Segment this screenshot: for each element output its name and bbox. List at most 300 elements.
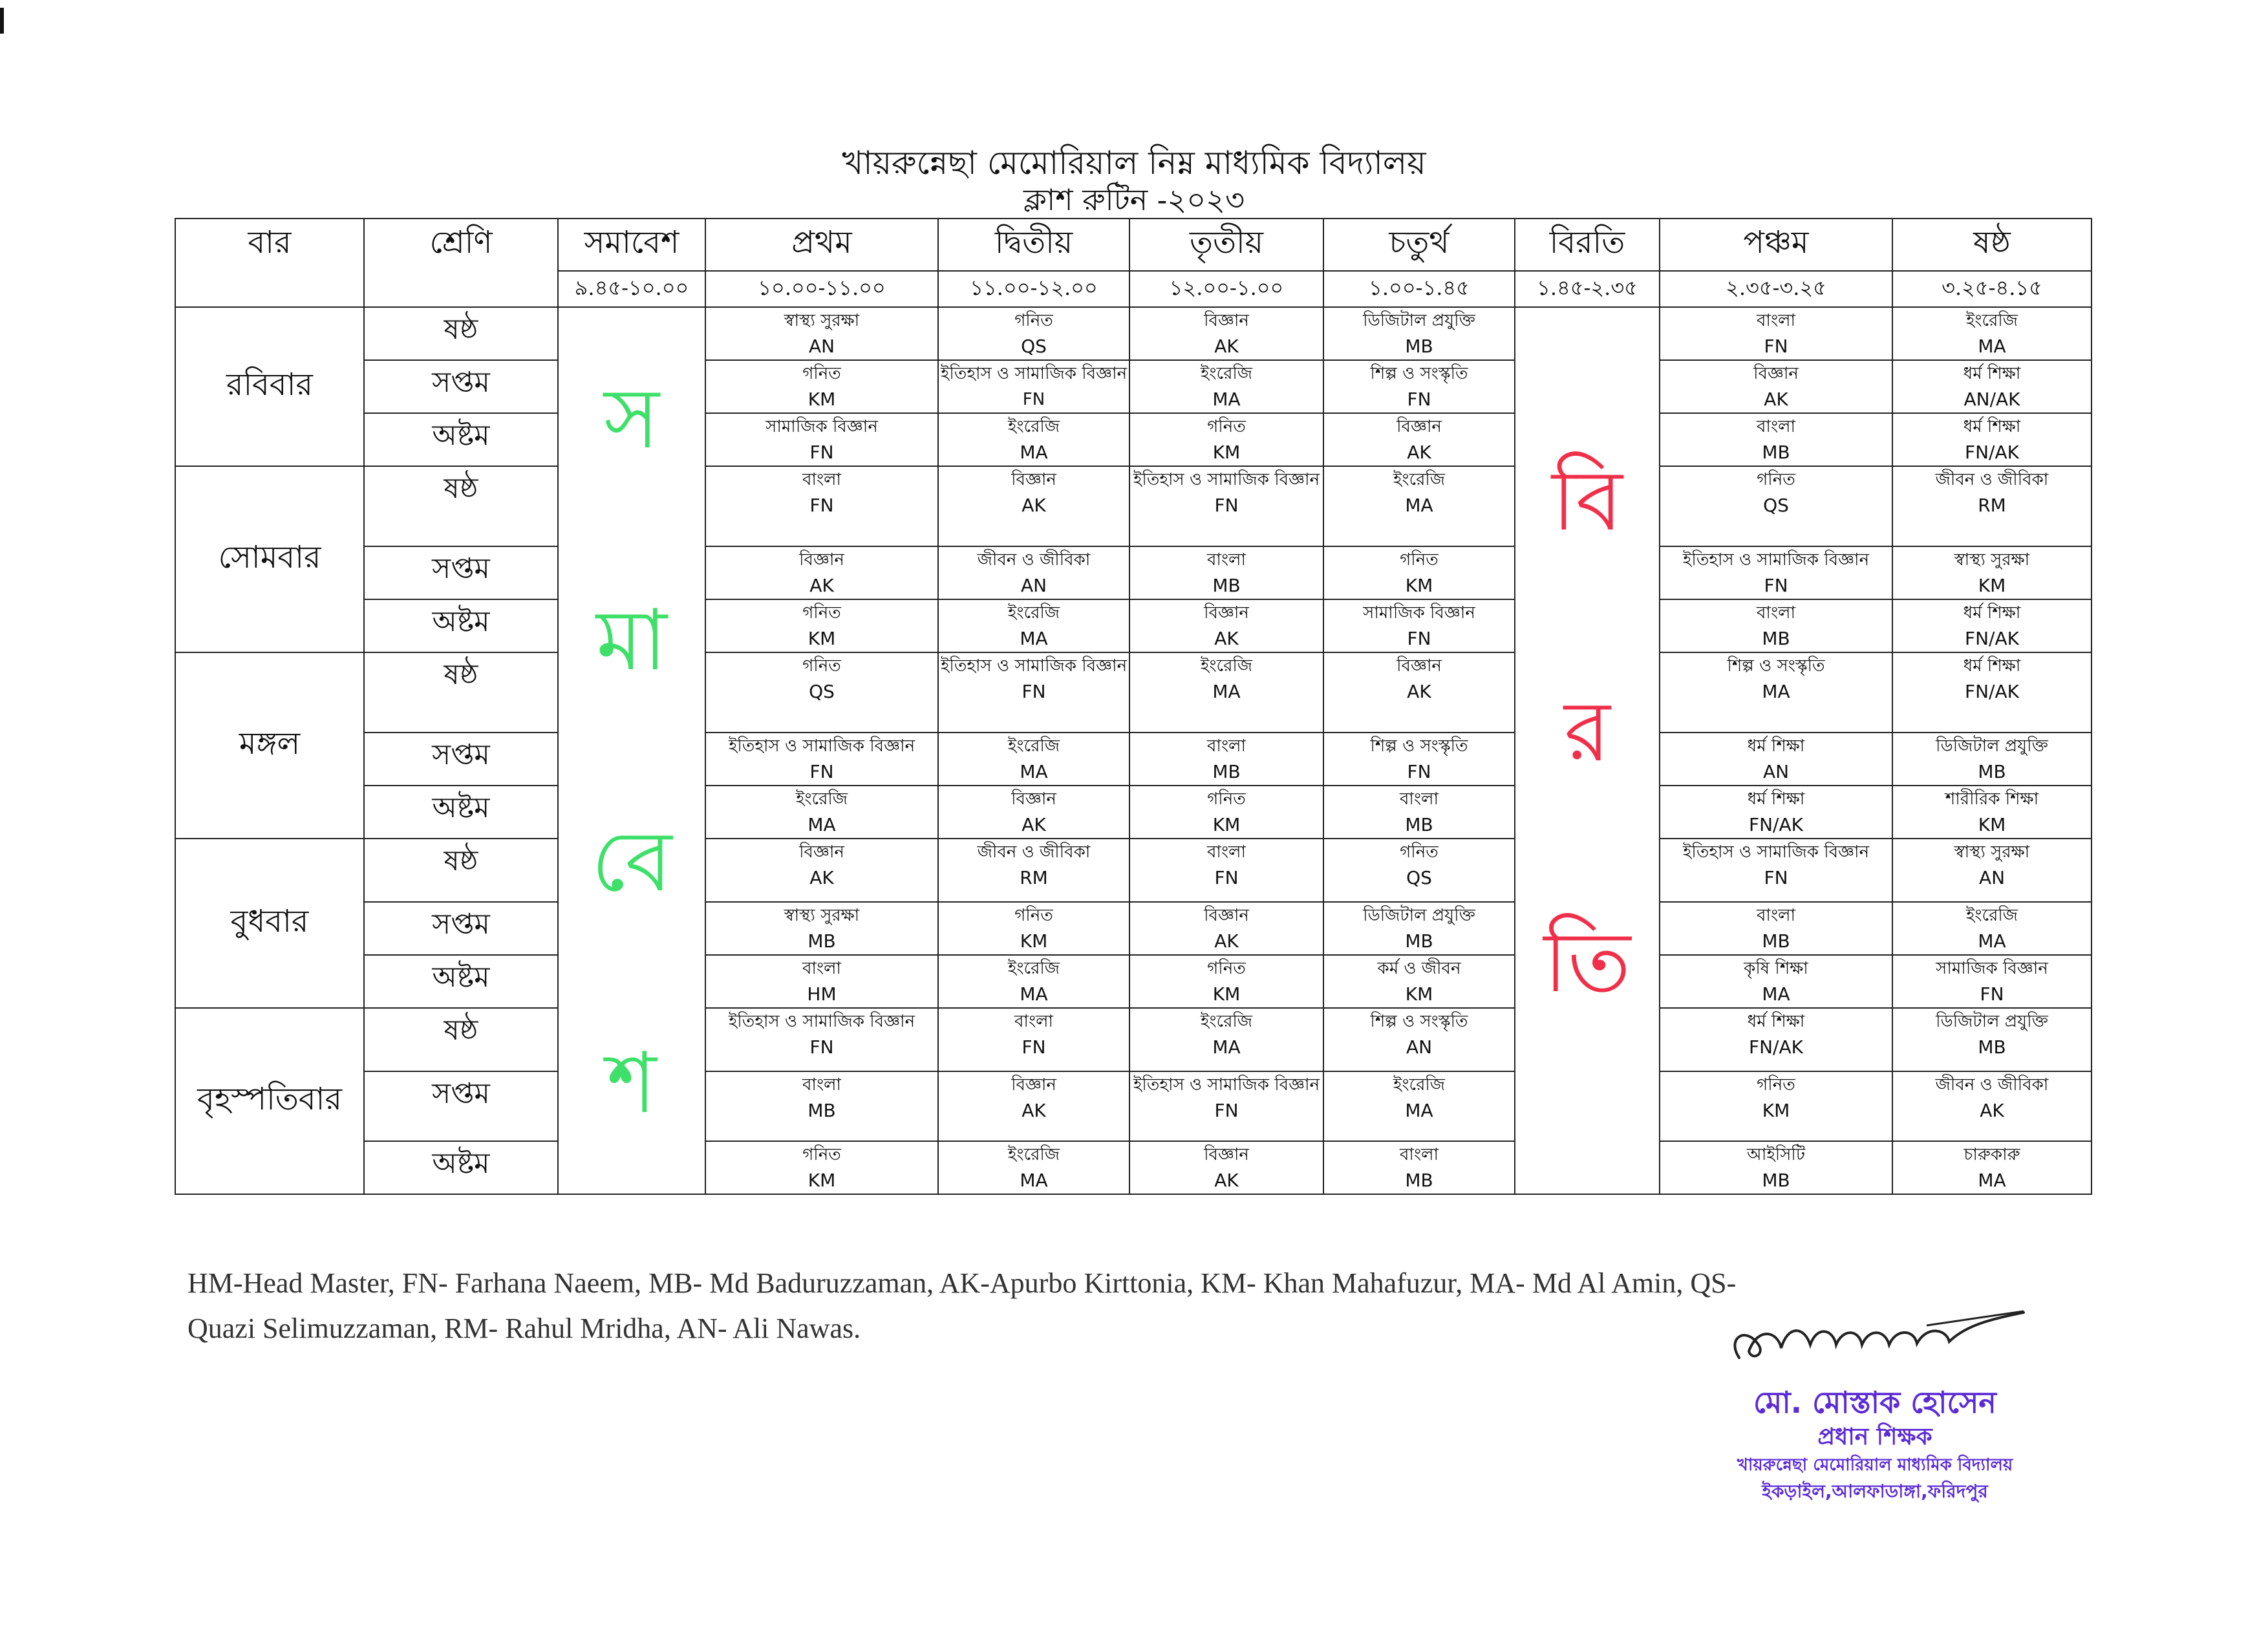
period-cell xyxy=(1892,1008,2091,1071)
period-time: ১০.০০-১১.০০ xyxy=(705,271,938,307)
period-cell xyxy=(1129,839,1323,902)
period-cell xyxy=(938,1008,1129,1071)
subject-name: ধর্ম শিক্ষা xyxy=(1963,364,2021,383)
teacher-code: KM xyxy=(1020,930,1048,952)
teacher-code: MB xyxy=(1212,575,1241,596)
period-cell xyxy=(1129,733,1323,786)
signature-icon xyxy=(1720,1300,2043,1384)
subject-name: স্বাস্থ্য সুরক্ষা xyxy=(784,311,860,330)
subject-name: গনিত xyxy=(1014,906,1053,925)
period-cell xyxy=(1660,413,1892,466)
day-name: সোমবার xyxy=(175,466,364,652)
period-cell xyxy=(705,955,938,1008)
period-time: ৯.৪৫-১০.০০ xyxy=(558,271,705,307)
period-cell xyxy=(1323,786,1515,839)
teacher-code: MA xyxy=(1020,983,1048,1005)
teacher-code: AK xyxy=(809,867,834,888)
period-cell xyxy=(1129,1141,1323,1194)
break-column xyxy=(1515,307,1660,1194)
class-name: ষষ্ঠ xyxy=(364,839,558,902)
period-time: ২.৩৫-৩.২৫ xyxy=(1660,271,1892,307)
teacher-code: AN xyxy=(1762,761,1790,782)
subject-name: ইতিহাস ও সামাজিক বিজ্ঞান FN xyxy=(940,364,1128,409)
subject-name: ধর্ম শিক্ষা xyxy=(1963,656,2021,676)
subject-name: ইতিহাস ও সামাজিক বিজ্ঞান xyxy=(940,656,1128,676)
break-letter: র xyxy=(1564,681,1610,780)
subject-name: ইংরেজি xyxy=(1200,364,1253,383)
class-name: ষষ্ঠ xyxy=(364,652,558,733)
subject-name: কৃষি শিক্ষা xyxy=(1744,959,1808,978)
subject-name: ইংরেজি xyxy=(1007,959,1060,978)
teacher-code: MA xyxy=(1762,681,1790,702)
period-cell xyxy=(1892,413,2091,466)
teacher-code: AK xyxy=(1980,1100,2004,1121)
teacher-code: KM xyxy=(1978,575,2006,596)
period-cell xyxy=(1323,955,1515,1008)
period-cell xyxy=(705,546,938,599)
teacher-code: KM xyxy=(1978,814,2006,835)
column-header: তৃতীয় xyxy=(1129,219,1323,271)
subject-name: বিজ্ঞান xyxy=(1204,906,1249,925)
subject-name: ইতিহাস ও সামাজিক বিজ্ঞান xyxy=(1682,842,1870,862)
class-name: ষষ্ঠ xyxy=(364,1008,558,1071)
subject-name: ইতিহাস ও সামাজিক বিজ্ঞান xyxy=(728,736,915,756)
teacher-code: MB xyxy=(808,1100,836,1121)
period-cell xyxy=(1129,786,1323,839)
assembly-letter: বে xyxy=(591,812,672,911)
period-cell xyxy=(705,652,938,733)
teacher-code: QS xyxy=(1406,867,1432,888)
period-cell xyxy=(705,307,938,360)
table-row xyxy=(175,839,2091,902)
subject-name: ইংরেজি xyxy=(1393,470,1446,489)
teacher-code: FN/AK xyxy=(1965,442,2019,463)
teacher-code: AK xyxy=(1407,681,1431,702)
subject-name: ইংরেজি xyxy=(1007,603,1060,623)
subject-name: বাংলা xyxy=(1399,1145,1439,1164)
period-cell xyxy=(1323,413,1515,466)
period-cell xyxy=(705,1071,938,1141)
subject-name: বাংলা xyxy=(802,470,842,489)
subject-name: গনিত xyxy=(1207,789,1246,809)
subject-name: বিজ্ঞান xyxy=(1011,789,1056,809)
subject-name: ধর্ম শিক্ষা xyxy=(1747,736,1805,756)
assembly-letter: শ xyxy=(606,1033,657,1132)
subject-name: গনিত xyxy=(802,603,841,623)
teacher-code: AK xyxy=(809,575,834,596)
period-cell xyxy=(705,466,938,546)
subject-name: ইংরেজি xyxy=(795,789,848,809)
teacher-code: FN xyxy=(1407,389,1431,410)
subject-name: বাংলা xyxy=(1206,842,1246,862)
period-cell xyxy=(1660,546,1892,599)
teacher-code: FN/AK xyxy=(1749,1036,1803,1058)
subject-name: ইতিহাস ও সামাজিক বিজ্ঞান xyxy=(1133,1075,1320,1095)
period-cell xyxy=(705,902,938,955)
teacher-code: MA xyxy=(1978,930,2006,952)
day-name: বুধবার xyxy=(175,839,364,1008)
period-cell xyxy=(705,1008,938,1071)
period-cell xyxy=(1892,360,2091,413)
subject-name: বাংলা xyxy=(1206,550,1246,570)
subject-name: ডিজিটাল প্রযুক্তি xyxy=(1936,736,2048,756)
subject-name: শিল্প ও সংস্কৃতি xyxy=(1370,736,1468,756)
table-row xyxy=(175,413,2091,466)
period-cell xyxy=(705,786,938,839)
subject-name: ইতিহাস ও সামাজিক বিজ্ঞান xyxy=(728,1012,915,1031)
teacher-code: KM xyxy=(1762,1100,1790,1121)
subject-name: শিল্প ও সংস্কৃতি xyxy=(1727,656,1825,676)
teacher-code: MA xyxy=(1212,389,1241,410)
subject-name: গনিত xyxy=(1400,550,1439,570)
period-cell xyxy=(1892,839,2091,902)
teacher-code: MA xyxy=(1020,761,1048,782)
class-name: অষ্টম xyxy=(364,786,558,839)
table-row xyxy=(175,955,2091,1008)
teacher-code: AK xyxy=(1407,442,1431,463)
subject-name: ইতিহাস ও সামাজিক বিজ্ঞান xyxy=(1133,470,1320,489)
subject-name: বিজ্ঞান xyxy=(1204,1145,1249,1164)
column-header: চতুর্থ xyxy=(1323,219,1515,271)
period-cell xyxy=(1660,652,1892,733)
class-name: সপ্তম xyxy=(364,360,558,413)
stamp-name: মো. মোস্তাক হোসেন xyxy=(1753,1385,1996,1420)
teacher-code: MB xyxy=(1978,1036,2006,1058)
table-row xyxy=(175,1141,2091,1194)
subject-name: গনিত xyxy=(802,364,841,383)
subject-name: জীবন ও জীবিকা xyxy=(977,550,1091,570)
period-time: ১.৪৫-২.৩৫ xyxy=(1515,271,1660,307)
class-name: অষ্টম xyxy=(364,1141,558,1194)
period-cell xyxy=(1892,546,2091,599)
teacher-code: MB xyxy=(1405,336,1433,357)
subject-name: জীবন ও জীবিকা xyxy=(1935,470,2049,489)
period-cell xyxy=(1892,466,2091,546)
teacher-code: KM xyxy=(1405,575,1433,596)
assembly-letter: স xyxy=(604,369,659,468)
period-cell xyxy=(1892,652,2091,733)
teacher-code: FN xyxy=(1407,761,1431,782)
period-cell xyxy=(1660,1141,1892,1194)
table-row xyxy=(175,466,2091,546)
class-name: সপ্তম xyxy=(364,546,558,599)
period-cell xyxy=(705,1141,938,1194)
period-cell xyxy=(938,307,1129,360)
subject-name: বিজ্ঞান xyxy=(1396,417,1442,436)
subject-name: ইংরেজি xyxy=(1200,656,1253,676)
teacher-code: AN xyxy=(1020,575,1047,596)
period-cell xyxy=(1323,652,1515,733)
teacher-code: AK xyxy=(1764,389,1788,410)
subject-name: ধর্ম শিক্ষা xyxy=(1963,417,2021,436)
teacher-code: MB xyxy=(1978,761,2006,782)
period-cell xyxy=(1323,466,1515,546)
period-cell xyxy=(1323,733,1515,786)
school-name: খায়রুন্নেছা মেমোরিয়াল নিম্ন মাধ্যমিক বিদ্যালয় xyxy=(842,144,1426,182)
routine-title: ক্লাশ রুটিন -২০২৩ xyxy=(1023,182,1245,217)
class-name: ষষ্ঠ xyxy=(364,307,558,360)
scan-edge-mark xyxy=(0,8,4,34)
subject-name: বাংলা xyxy=(1399,789,1439,809)
teacher-code: MB xyxy=(808,930,836,952)
subject-name: স্বাস্থ্য সুরক্ষা xyxy=(1954,842,2030,862)
subject-name: ধর্ম শিক্ষা xyxy=(1747,789,1805,809)
table-row xyxy=(175,360,2091,413)
subject-name: আইসিটি xyxy=(1746,1145,1806,1164)
assembly-column xyxy=(558,307,705,1194)
teacher-code: FN xyxy=(809,761,834,782)
period-cell xyxy=(1892,307,2091,360)
subject-name: বিজ্ঞান xyxy=(1011,470,1056,489)
period-cell xyxy=(938,955,1129,1008)
column-header: ষষ্ঠ xyxy=(1892,219,2091,271)
period-cell xyxy=(938,466,1129,546)
assembly-letters xyxy=(559,308,705,1194)
table-row xyxy=(175,546,2091,599)
subject-name: গনিত xyxy=(1207,417,1246,436)
subject-name: বিজ্ঞান xyxy=(1204,311,1249,330)
teacher-code: MB xyxy=(1405,1170,1433,1191)
teacher-code: AK xyxy=(1214,930,1239,952)
period-cell xyxy=(938,599,1129,652)
subject-name: সামাজিক বিজ্ঞান xyxy=(1363,603,1475,623)
teacher-code: KM xyxy=(808,628,836,649)
teacher-code: FN xyxy=(1407,628,1431,649)
period-cell xyxy=(1660,955,1892,1008)
subject-name: বাংলা xyxy=(1756,417,1796,436)
subject-name: সামাজিক বিজ্ঞান xyxy=(1936,959,2048,978)
period-cell xyxy=(1660,307,1892,360)
period-cell xyxy=(705,839,938,902)
class-name: সপ্তম xyxy=(364,1071,558,1141)
teacher-code: QS xyxy=(1021,336,1047,357)
teacher-code: KM xyxy=(1405,983,1433,1005)
subject-name: গনিত xyxy=(802,656,841,676)
period-cell xyxy=(1892,1141,2091,1194)
period-time: ১২.০০-১.০০ xyxy=(1129,271,1323,307)
subject-name: বিজ্ঞান xyxy=(799,842,844,862)
teacher-code: FN xyxy=(1022,681,1046,702)
column-header: দ্বিতীয় xyxy=(938,219,1129,271)
teacher-code: AK xyxy=(1022,1100,1046,1121)
teacher-code: MB xyxy=(1405,930,1433,952)
period-cell xyxy=(1892,599,2091,652)
period-cell xyxy=(1323,599,1515,652)
period-cell xyxy=(1129,599,1323,652)
teacher-code: AN xyxy=(808,336,835,357)
period-cell xyxy=(938,786,1129,839)
teacher-code: FN xyxy=(809,442,834,463)
period-cell xyxy=(938,1141,1129,1194)
column-header: বার xyxy=(175,219,364,307)
teacher-code: FN xyxy=(1764,575,1788,596)
period-cell xyxy=(1129,546,1323,599)
teacher-code: FN xyxy=(1214,1100,1239,1121)
teacher-code: FN/AK xyxy=(1749,814,1803,835)
subject-name: বাংলা xyxy=(802,1075,842,1095)
subject-name: সামাজিক বিজ্ঞান xyxy=(765,417,878,436)
subject-name: স্বাস্থ্য সুরক্ষা xyxy=(1954,550,2030,570)
period-cell xyxy=(1323,839,1515,902)
period-cell xyxy=(1129,955,1323,1008)
teacher-code: QS xyxy=(809,681,835,702)
period-cell xyxy=(1323,1008,1515,1071)
teacher-code: MB xyxy=(1405,814,1433,835)
teacher-code: AN/AK xyxy=(1963,389,2020,410)
teacher-code: MB xyxy=(1212,761,1241,782)
subject-name: ইংরেজি xyxy=(1007,417,1060,436)
stamp-address: ইকড়াইল,আলফাডাঙ্গা,ফরিদপুর xyxy=(1762,1481,1988,1502)
subject-name: বিজ্ঞান xyxy=(1204,603,1249,623)
subject-name: জীবন ও জীবিকা xyxy=(977,842,1091,862)
period-cell xyxy=(938,733,1129,786)
teacher-code: AK xyxy=(1022,495,1046,516)
teacher-code: AK xyxy=(1022,814,1046,835)
table-row xyxy=(175,599,2091,652)
teacher-code: FN/AK xyxy=(1965,628,2019,649)
teacher-code: AN xyxy=(1406,1036,1433,1058)
period-cell xyxy=(1129,652,1323,733)
period-cell xyxy=(1129,902,1323,955)
period-cell xyxy=(1660,902,1892,955)
subject-name: জীবন ও জীবিকা xyxy=(1935,1075,2049,1095)
table-row xyxy=(175,733,2091,786)
teacher-code: FN xyxy=(1980,983,2004,1005)
period-cell xyxy=(1660,466,1892,546)
teacher-code: FN xyxy=(1022,1036,1046,1058)
period-cell xyxy=(1323,307,1515,360)
day-name: রবিবার xyxy=(175,307,364,466)
table-row xyxy=(175,786,2091,839)
teacher-code: FN xyxy=(809,1036,834,1058)
subject-name: ইংরেজি xyxy=(1200,1012,1253,1031)
period-cell xyxy=(938,652,1129,733)
period-cell xyxy=(1660,599,1892,652)
teacher-code: KM xyxy=(1212,442,1241,463)
column-header: শ্রেণি xyxy=(364,219,558,307)
subject-name: ইংরেজি xyxy=(1965,906,2018,925)
period-cell xyxy=(1892,1071,2091,1141)
teacher-code: MA xyxy=(1020,442,1048,463)
period-cell xyxy=(1660,733,1892,786)
period-cell xyxy=(1892,733,2091,786)
table-row xyxy=(175,902,2091,955)
period-cell xyxy=(1129,360,1323,413)
period-cell xyxy=(1660,1008,1892,1071)
subject-name: বাংলা xyxy=(1756,603,1796,623)
period-cell xyxy=(938,360,1129,413)
break-letter: বি xyxy=(1552,451,1623,550)
table-row xyxy=(175,307,2091,360)
teacher-code: MB xyxy=(1762,930,1790,952)
subject-name: ইতিহাস ও সামাজিক বিজ্ঞান xyxy=(1682,550,1870,570)
class-name: অষ্টম xyxy=(364,413,558,466)
teacher-code: MA xyxy=(1762,983,1790,1005)
subject-name: ডিজিটাল প্রযুক্তি xyxy=(1363,906,1475,925)
table-row xyxy=(175,1071,2091,1141)
teacher-code: RM xyxy=(1020,867,1048,888)
subject-name: ইংরেজি xyxy=(1393,1075,1446,1095)
subject-name: গনিত xyxy=(1207,959,1246,978)
subject-name: গনিত xyxy=(802,1145,841,1164)
signature-stamp xyxy=(1694,1300,2056,1506)
period-cell xyxy=(1892,955,2091,1008)
teacher-code: KM xyxy=(808,1170,836,1191)
period-cell xyxy=(1129,466,1323,546)
subject-name: বাংলা xyxy=(1014,1012,1054,1031)
class-name: সপ্তম xyxy=(364,733,558,786)
teacher-code: KM xyxy=(1212,814,1241,835)
teacher-code: MA xyxy=(1978,1170,2006,1191)
teacher-code: AK xyxy=(1214,336,1239,357)
column-header: বিরতি xyxy=(1515,219,1660,271)
class-name: অষ্টম xyxy=(364,599,558,652)
subject-name: ইংরেজি xyxy=(1007,736,1060,756)
period-cell xyxy=(1660,786,1892,839)
teacher-code: FN xyxy=(809,495,834,516)
period-cell xyxy=(938,546,1129,599)
subject-name: বিজ্ঞান xyxy=(1396,656,1442,676)
subject-name: বাংলা xyxy=(1206,736,1246,756)
period-cell xyxy=(1892,786,2091,839)
teacher-code: KM xyxy=(808,389,836,410)
teacher-code: MA xyxy=(1405,1100,1433,1121)
period-cell xyxy=(705,360,938,413)
teacher-code: QS xyxy=(1763,495,1789,516)
teacher-code: MA xyxy=(1020,1170,1048,1191)
assembly-letter: মা xyxy=(596,590,667,689)
subject-name: বিজ্ঞান xyxy=(799,550,844,570)
period-cell xyxy=(1660,1071,1892,1141)
teacher-code: HM xyxy=(807,983,837,1005)
break-letter: তি xyxy=(1543,912,1631,1011)
subject-name: বাংলা xyxy=(802,959,842,978)
break-letters xyxy=(1515,308,1659,1194)
class-name: ষষ্ঠ xyxy=(364,466,558,546)
teacher-code: FN xyxy=(1764,867,1788,888)
period-cell xyxy=(705,413,938,466)
teacher-code: FN xyxy=(1764,336,1788,357)
subject-name: শিল্প ও সংস্কৃতি xyxy=(1370,364,1468,383)
period-time: ১১.০০-১২.০০ xyxy=(938,271,1129,307)
period-cell xyxy=(1323,1141,1515,1194)
teacher-code: MA xyxy=(1212,681,1241,702)
stamp-designation: প্রধান শিক্ষক xyxy=(1817,1424,1932,1450)
subject-name: ইংরেজি xyxy=(1007,1145,1060,1164)
subject-name: ইংরেজি xyxy=(1965,311,2018,330)
column-header: সমাবেশ xyxy=(558,219,705,271)
subject-name: ডিজিটাল প্রযুক্তি xyxy=(1936,1012,2048,1031)
period-cell xyxy=(705,733,938,786)
period-time: ১.০০-১.৪৫ xyxy=(1323,271,1515,307)
subject-name: গনিত xyxy=(1757,470,1795,489)
teacher-code: FN/AK xyxy=(1965,681,2019,702)
subject-name: ধর্ম শিক্ষা xyxy=(1747,1012,1805,1031)
header-row xyxy=(175,219,2091,271)
period-cell xyxy=(1323,1071,1515,1141)
period-cell xyxy=(938,839,1129,902)
teacher-code: AK xyxy=(1214,628,1239,649)
day-name: বৃহস্পতিবার xyxy=(175,1008,364,1194)
period-cell xyxy=(1323,902,1515,955)
period-cell xyxy=(1892,902,2091,955)
teacher-code: RM xyxy=(1978,495,2006,516)
teacher-code: MB xyxy=(1762,442,1790,463)
class-name: অষ্টম xyxy=(364,955,558,1008)
period-cell xyxy=(1129,307,1323,360)
subject-name: বাংলা xyxy=(1756,311,1796,330)
period-cell xyxy=(938,413,1129,466)
